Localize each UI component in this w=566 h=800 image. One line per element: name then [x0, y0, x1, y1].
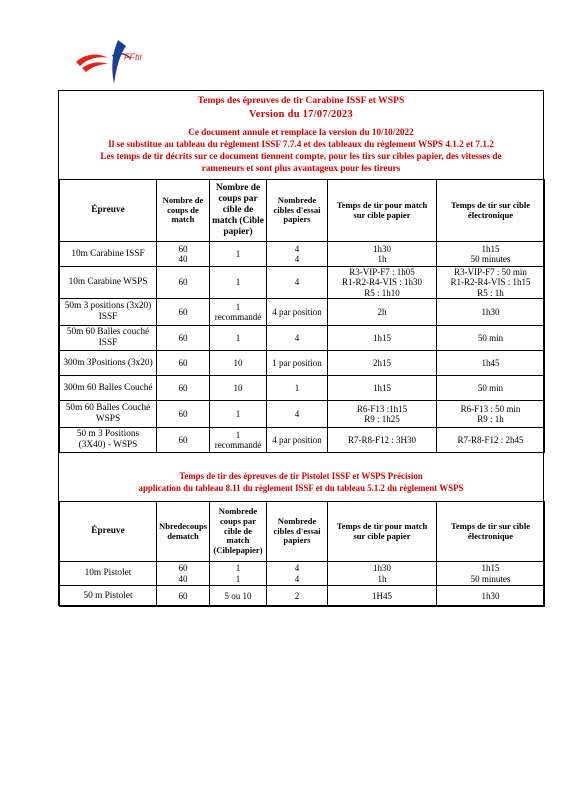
table-cell: 1: [210, 242, 267, 267]
event-cell: 10m Pistolet: [60, 562, 157, 586]
table-cell: 1: [210, 267, 267, 299]
event-cell: 10m Carabine WSPS: [60, 267, 157, 299]
carabine-note-1: Ce document annule et remplace la version du 10/10/2022: [188, 127, 414, 137]
table-cell: 1: [210, 326, 267, 351]
table-cell: 60: [157, 267, 210, 299]
carabine-table: [59, 179, 545, 453]
table-cell: 2h: [328, 299, 437, 326]
logo-text: FFtir: [124, 52, 142, 62]
event-cell: 300m 3Positions (3x20): [60, 351, 157, 376]
pistolet-table: [59, 501, 545, 607]
table-cell: 2: [267, 586, 328, 607]
table-cell: 50 min: [437, 376, 545, 401]
table-cell: R3-VIP-F7 : 50 min R1-R2-R4-VIS : 1h15 R5 : 1h: [437, 267, 545, 299]
table-cell: 1h30 1h: [328, 242, 437, 267]
pistolet-title: Temps de tir des épreuves de tir Pistolet ISSF et WSPS Précision: [179, 471, 423, 481]
col-header: Épreuve: [60, 180, 157, 242]
table-cell: 60: [157, 428, 210, 453]
event-cell: 50m 60 Balles couché ISSF: [60, 326, 157, 351]
table-cell: 1 recommandé: [210, 428, 267, 453]
table-row: [60, 562, 545, 586]
pistolet-subtitle: application du tableau 8.11 du règlement ISSF et du tableau 5.1.2 du règlement WSPS: [138, 483, 464, 493]
carabine-version: Version du 17/07/2023: [248, 109, 354, 120]
table-cell: 1h30: [437, 586, 545, 607]
table-cell: 1 par position: [267, 351, 328, 376]
table-cell: 60: [157, 299, 210, 326]
table-cell: 1H45: [328, 586, 437, 607]
event-cell: 50 m Pistolet: [60, 586, 157, 607]
col-header: Temps de tir sur cible électronique: [437, 502, 545, 562]
table-row: [60, 376, 545, 401]
table-cell: 60 40: [157, 562, 210, 586]
table-cell: R7-R8-F12 : 2h45: [437, 428, 545, 453]
table-cell: 1h15 50 minutes: [437, 562, 545, 586]
col-header: Épreuve: [60, 502, 157, 562]
event-cell: 50m 3 positions (3x20) ISSF: [60, 299, 157, 326]
table-row: [60, 351, 545, 376]
table-cell: 10: [210, 351, 267, 376]
table-cell: 4 par position: [267, 428, 328, 453]
table-cell: 4 4: [267, 562, 328, 586]
carabine-title: Temps des épreuves de tir Carabine ISSF et WSPS: [197, 95, 405, 106]
table-cell: 1h45: [437, 351, 545, 376]
col-header: Temps de tir pour match sur cible papier: [328, 502, 437, 562]
table-cell: 1h30: [437, 299, 545, 326]
col-header: Nombrede coups par cible de match (Ciblepapier): [210, 502, 267, 562]
table-cell: 1h15 50 minutes: [437, 242, 545, 267]
table-cell: 1 recommandé: [210, 299, 267, 326]
carabine-note-3: Les temps de tir décrits sur ce document tiennent compte, pour les tirs sur cibles papier, des vitesses de: [100, 151, 502, 161]
col-header: Nbredecoups dematch: [157, 502, 210, 562]
table-row: [60, 326, 545, 351]
table-row: [60, 401, 545, 428]
table-row: [60, 586, 545, 607]
table-cell: 60 40: [157, 242, 210, 267]
table-row: [60, 299, 545, 326]
table-cell: 1h15: [328, 376, 437, 401]
table-cell: 1h15: [328, 326, 437, 351]
table-cell: 60: [157, 586, 210, 607]
table-cell: R3-VIP-F7 : 1h05 R1-R2-R4-VIS : 1h30 R5 : 1h10: [328, 267, 437, 299]
event-cell: 50m 60 Balles Couché WSPS: [60, 401, 157, 428]
table-cell: 4: [267, 326, 328, 351]
table-cell: 4: [267, 401, 328, 428]
table-cell: 1h30 1h: [328, 562, 437, 586]
table-cell: 60: [157, 351, 210, 376]
table-cell: 4 4: [267, 242, 328, 267]
col-header: Temps de tir pour match sur cible papier: [328, 180, 437, 242]
table-cell: R7-R8-F12 : 3H30: [328, 428, 437, 453]
carabine-note-4: rameneurs et sont plus avantageux pour les tireurs: [201, 163, 401, 173]
table-row: [60, 428, 545, 453]
col-header: Nombre de coups par cible de match (Cible papier): [210, 180, 267, 242]
table-cell: R6-F13 :1h15 R9 : 1h25: [328, 401, 437, 428]
table-cell: 50 min: [437, 326, 545, 351]
table-cell: 1 1: [210, 562, 267, 586]
pistolet-header-row: [60, 502, 545, 562]
table-cell: 1: [267, 376, 328, 401]
table-cell: 4: [267, 267, 328, 299]
table-row: [60, 267, 545, 299]
carabine-note-2: Il se substitue au tableau du règlement ISSF 7.7.4 et des tableaux du règlement WSPS 4.1.2 et 7.1.2: [108, 139, 494, 149]
event-cell: 10m Carabine ISSF: [60, 242, 157, 267]
document-frame: [58, 90, 544, 606]
col-header: Nombrede cibles d'essai papiers: [267, 180, 328, 242]
table-cell: 4 par position: [267, 299, 328, 326]
table-cell: 60: [157, 326, 210, 351]
fftir-logo: [74, 36, 142, 88]
event-cell: 50 m 3 Positions (3X40) - WSPS: [60, 428, 157, 453]
table-cell: 10: [210, 376, 267, 401]
table-cell: 1: [210, 401, 267, 428]
col-header: Temps de tir sur cible électronique: [437, 180, 545, 242]
carabine-header-row: [60, 180, 545, 242]
col-header: Nombre de coups de match: [157, 180, 210, 242]
event-cell: 300m 60 Balles Couché: [60, 376, 157, 401]
col-header: Nombrede cibles d'essai papiers: [267, 502, 328, 562]
table-cell: 60: [157, 401, 210, 428]
table-row: [60, 242, 545, 267]
table-cell: R6-F13 : 50 min R9 : 1h: [437, 401, 545, 428]
table-cell: 60: [157, 376, 210, 401]
table-cell: 5 ou 10: [210, 586, 267, 607]
table-cell: 2h15: [328, 351, 437, 376]
